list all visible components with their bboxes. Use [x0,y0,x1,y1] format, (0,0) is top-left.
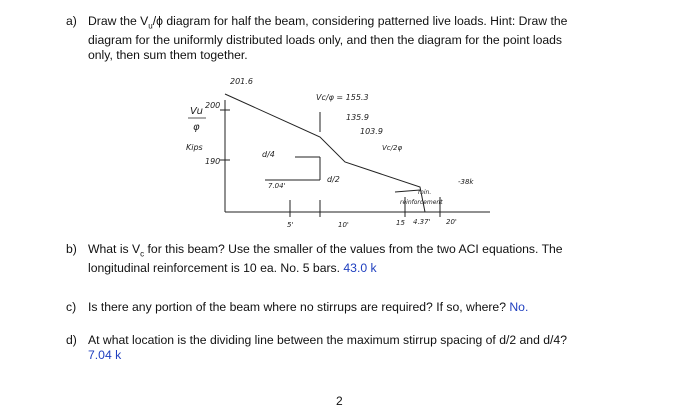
dist-5: 5' [287,221,294,229]
question-a-label: a) [66,14,77,28]
question-a-sub: u [148,21,153,31]
tick-200: 200 [205,101,221,110]
dist-704: 7.04' [268,182,286,190]
axis-label-vu: Vu [190,106,204,117]
vc-label: Vc/φ = 155.3 [316,93,369,102]
answer-c: No. [509,300,529,314]
shear-diagram-sketch [170,72,510,232]
label-d2: d/2 [327,175,340,184]
question-d-label: d) [66,333,77,347]
note-min: min. [418,189,432,196]
value-135: 135.9 [346,113,369,122]
dist-20: 20' [446,218,457,226]
question-c-label: c) [66,300,77,314]
axis-label-units: Kips [186,143,203,152]
peak-value: 201.6 [230,77,253,86]
dist-10: 10' [338,221,349,229]
question-b-sub: c [140,249,145,259]
question-c-text [88,300,676,315]
label-d4: d/4 [262,150,275,159]
question-a-line1-rest: /ϕ diagram for half the beam, considering patterned live loads. Hint: Draw the [152,14,568,28]
question-b-line1: What is V [88,242,141,256]
dist-15: 15 [396,219,405,227]
question-d-text [88,333,676,363]
question-d-line1: At what location is the dividing line between the maximum stirrup spacing of d/2 and d/4? [88,333,567,347]
question-b-line1-rest: for this beam? Use the smaller of the values from the two ACI equations. The [144,242,563,256]
axis-label-phi: φ [193,122,200,133]
page-number: 2 [336,394,343,408]
question-a-text [88,14,676,63]
question-c-line1: Is there any portion of the beam where no stirrups are required? If so, where? [88,300,510,314]
end-value: -38k [458,178,474,186]
tick-190: 190 [205,157,221,166]
question-b-line2: longitudinal reinforcement is 10 ea. No. 5 bars. [88,261,344,276]
question-a-line3: only, then sum them together. [88,48,248,63]
answer-d: 7.04 k [88,348,122,362]
label-vc2: Vc/2φ [382,144,403,152]
question-b-label: b) [66,242,77,256]
value-103: 103.9 [360,127,383,136]
question-a-line1: Draw the V [88,14,149,28]
answer-b: 43.0 k [343,261,377,276]
question-a-line2: diagram for the uniformly distributed loads only, and then the diagram for the point loads [88,33,563,48]
question-b-text [88,242,676,276]
note-reinforcement: reinforcement [400,199,443,206]
dist-437: 4.37' [413,218,431,226]
